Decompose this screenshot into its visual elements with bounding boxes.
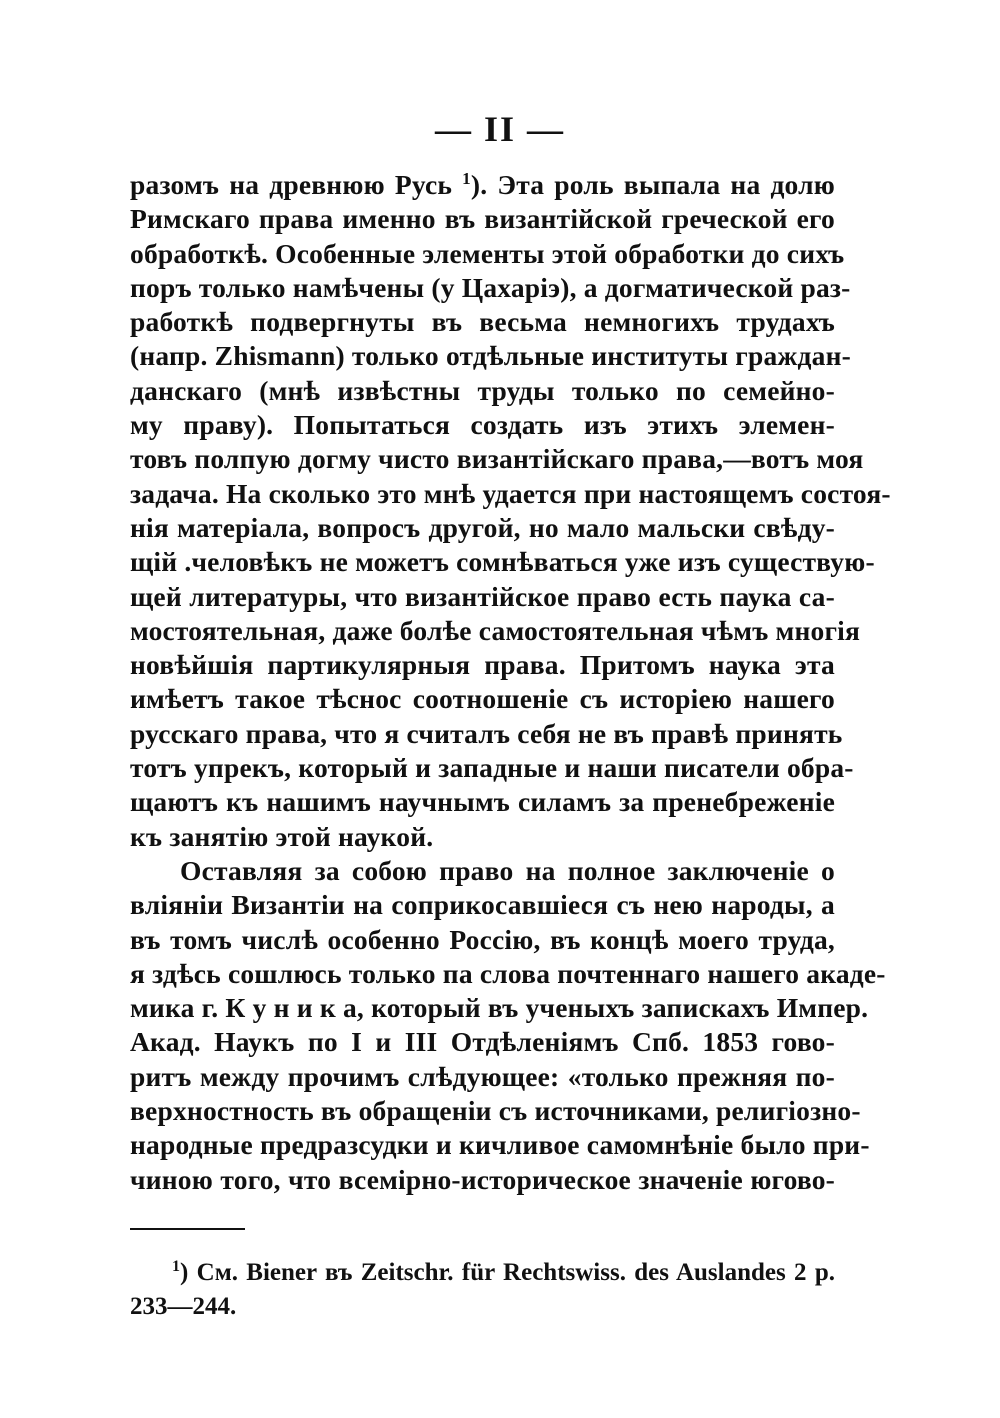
text-line: вліяніи Византіи на соприкосавшіеся съ нею народы, а [130,889,835,921]
text-line: данскаго (мнѣ извѣстны труды только по семейно- [130,374,835,406]
text-line: мика г. К у н и к а, который въ ученыхъ запискахъ Импер. [130,992,869,1024]
text-line: верхностность въ обращеніи съ источниками, религіозно- [130,1095,861,1127]
footnote-text: ) См. Biener въ Zeitschr. für Rechtswiss. des Auslandes 2 p. [180,1259,835,1286]
text-line: работкѣ подвергнуты въ весьма немногихъ трудахъ [130,306,835,338]
text-line: Римскаго права именно въ византійской греческой его [130,203,835,235]
footnote-divider [130,1228,245,1230]
text-line: щаютъ къ нашимъ научнымъ силамъ за пренебреженіе [130,786,835,818]
text-line: му праву). Попытаться создать изъ этихъ элемен- [130,409,835,441]
text-fragment: разомъ на древнюю Русь [130,169,463,200]
text-line [130,168,835,202]
footnote-reference: 1 [462,169,471,188]
text-line: къ занятію этой наукой. [130,820,434,852]
text-line: чиною того, что всемірно-историческое значеніе югово- [130,1163,835,1195]
text-line: русскаго права, что я считалъ себя не въ правѣ принять [130,717,843,749]
footnote-line: 233—244. [130,1293,237,1320]
text-line: Акад. Наукъ по I и III Отдѣленіямъ Спб. 1853 гово- [130,1026,835,1058]
text-line: товъ полпую догму чисто византійскаго права,—вотъ моя [130,443,864,475]
footnote-line [130,1256,835,1290]
footnote-marker: 1 [172,1258,180,1275]
text-fragment: ). Эта роль выпала на долю [470,169,835,200]
text-line: обработкѣ. Особенные элементы этой обработки до сихъ [130,237,845,269]
text-line: задача. На сколько это мнѣ удается при настоящемъ состоя- [130,477,891,509]
footnotes [130,1256,835,1324]
text-line: ритъ между прочимъ слѣдующее: «только прежняя по- [130,1060,835,1092]
text-line: щей литературы, что византійское право есть паука са- [130,580,835,612]
text-line: нія матеріала, вопросъ другой, но мало мальски свѣду- [130,511,835,543]
text-line: щій .человѣкъ не можетъ сомнѣваться уже изъ существую- [130,546,875,578]
text-line: я здѣсь сошлюсь только па слова почтеннаго нашего акаде- [130,957,886,989]
text-line: тотъ упрекъ, который и западные и наши писатели обра- [130,752,854,784]
text-line: поръ только намѣчены (у Цахаріэ), а догматической раз- [130,271,851,303]
text-line: Оставляя за собою право на полное заключеніе о [180,854,835,886]
text-line: новѣйшія партикулярныя права. Притомъ наука эта [130,649,835,681]
text-line: мостоятельная, даже болѣе самостоятельная чѣмъ многія [130,614,861,646]
body-text [130,168,891,1197]
text-line: въ томъ числѣ особенно Россію, въ концѣ моего труда, [130,923,835,955]
text-line: (напр. Zhismann) только отдѣльные институты граждан- [130,340,851,372]
text-line: народные предразсудки и кичливое самомнѣніе было при- [130,1129,870,1161]
text-line: имѣетъ такое тѣснос соотношеніе съ исторіею нашего [130,683,835,715]
page-number: — II — [434,109,566,149]
